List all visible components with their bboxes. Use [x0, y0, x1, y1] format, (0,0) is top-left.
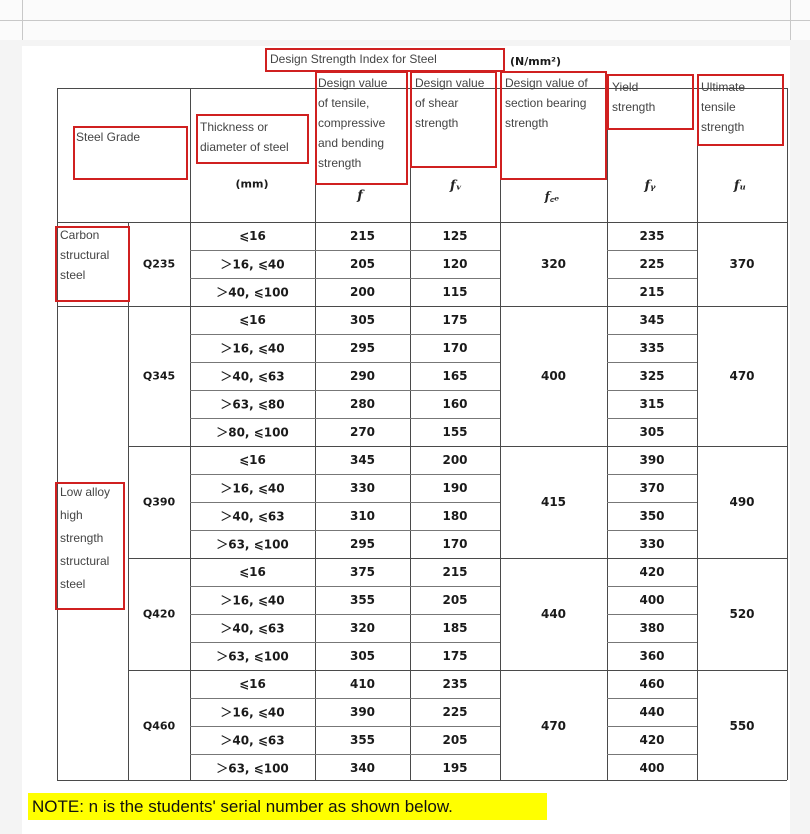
- cell-thickness: ＞40, ⩽100: [216, 285, 289, 300]
- header-unit: (N/mm²): [510, 55, 562, 68]
- cell-f: 290: [349, 369, 376, 383]
- annotation-box-col-f: [315, 71, 408, 185]
- cell-f: 355: [349, 593, 376, 607]
- header-col-f-1: of tensile,: [318, 96, 370, 110]
- cell-fv: 195: [442, 761, 468, 775]
- cell-fce: 400: [540, 369, 567, 383]
- cell-thickness: ＞80, ⩽100: [216, 425, 289, 440]
- cell-fv: 155: [442, 425, 468, 439]
- grade-name: Q345: [142, 369, 176, 383]
- cell-fce: 415: [540, 495, 567, 509]
- row-divider-fy: [607, 362, 697, 363]
- cell-thickness: ⩽16: [239, 229, 266, 243]
- row-divider-fy: [607, 278, 697, 279]
- row-divider-fy: [607, 530, 697, 531]
- cell-fce: 320: [540, 257, 567, 271]
- row-divider-fy: [607, 726, 697, 727]
- cell-f: 215: [349, 229, 376, 243]
- cell-fv: 175: [442, 313, 468, 327]
- grade-name: Q420: [142, 607, 176, 621]
- header-col-fce-2: strength: [505, 116, 549, 130]
- header-col-f-3: and bending: [318, 136, 385, 150]
- cell-fu: 470: [729, 369, 755, 383]
- left-rule: [22, 0, 23, 40]
- row-divider: [190, 278, 500, 279]
- row-divider-fy: [607, 334, 697, 335]
- row-divider-fy: [607, 698, 697, 699]
- cell-fy: 330: [639, 537, 665, 551]
- cell-thickness: ＞16, ⩽40: [220, 593, 285, 608]
- cell-fu: 490: [729, 495, 755, 509]
- column-line-i: [787, 88, 788, 780]
- cell-fce: 440: [540, 607, 567, 621]
- category-low-alloy-1: high: [60, 508, 83, 522]
- cell-f: 295: [349, 341, 376, 355]
- row-divider: [190, 250, 500, 251]
- cell-fv: 185: [442, 621, 468, 635]
- symbol-fu: fᵤ: [733, 178, 747, 194]
- header-col-fce-0: Design value of: [505, 76, 588, 90]
- cell-fy: 360: [639, 649, 665, 663]
- cell-thickness: ⩽16: [239, 313, 266, 327]
- column-line-a: [57, 88, 58, 780]
- cell-thickness: ＞63, ⩽100: [216, 537, 289, 552]
- header-thickness-2: diameter of steel: [200, 140, 289, 154]
- header-col-fv-1: of shear: [415, 96, 459, 110]
- cell-fy: 345: [639, 313, 665, 327]
- row-divider: [190, 530, 500, 531]
- cell-fv: 175: [442, 649, 468, 663]
- row-divider: [190, 586, 500, 587]
- symbol-f: f: [357, 188, 363, 204]
- cell-fy: 420: [639, 733, 665, 747]
- header-title: Design Strength Index for Steel: [270, 52, 437, 66]
- cell-fv: 180: [442, 509, 468, 523]
- row-divider: [190, 754, 500, 755]
- note-text: NOTE: n is the students' serial number as shown below.: [28, 793, 547, 820]
- cell-fce: 470: [540, 719, 567, 733]
- annotation-box-title: [265, 48, 505, 72]
- cell-fy: 440: [639, 705, 665, 719]
- header-col-fy-0: Yield: [612, 80, 639, 94]
- column-line-f: [500, 88, 501, 780]
- cell-f: 305: [349, 313, 376, 327]
- annotation-box-col-fy: [607, 74, 694, 130]
- annotation-box-col-fv: [410, 71, 497, 168]
- cell-fy: 350: [639, 509, 665, 523]
- row-divider-fy: [607, 502, 697, 503]
- cell-fy: 215: [639, 285, 665, 299]
- cell-f: 310: [349, 509, 376, 523]
- cell-fy: 390: [639, 453, 665, 467]
- cell-fv: 215: [442, 565, 468, 579]
- row-divider: [190, 502, 500, 503]
- cell-fv: 205: [442, 593, 468, 607]
- cell-thickness: ＞63, ⩽100: [216, 649, 289, 664]
- row-divider-fy: [607, 418, 697, 419]
- row-divider-fy: [607, 754, 697, 755]
- cell-fy: 400: [639, 761, 665, 775]
- row-divider-fy: [607, 474, 697, 475]
- row-divider: [190, 418, 500, 419]
- annotation-box-thickness: [196, 114, 309, 164]
- header-col-fv-0: Design value: [415, 76, 485, 90]
- grade-divider: [128, 446, 787, 447]
- cell-fy: 335: [639, 341, 665, 355]
- category-carbon-2: steel: [60, 268, 86, 282]
- cell-thickness: ＞40, ⩽63: [220, 621, 285, 636]
- cell-f: 200: [349, 285, 376, 299]
- cell-thickness: ⩽16: [239, 565, 266, 579]
- cell-fy: 380: [639, 621, 665, 635]
- cell-fv: 160: [442, 397, 468, 411]
- cell-f: 345: [349, 453, 376, 467]
- row-divider-fy: [607, 614, 697, 615]
- annotation-box-steel-grade: [73, 126, 188, 180]
- header-thickness-unit: (mm): [235, 177, 269, 191]
- cell-fv: 205: [442, 733, 468, 747]
- row-divider: [190, 698, 500, 699]
- cell-thickness: ＞40, ⩽63: [220, 369, 285, 384]
- row-divider: [190, 726, 500, 727]
- symbol-fce: f꜀ₑ: [544, 189, 560, 204]
- row-divider: [190, 334, 500, 335]
- cell-thickness: ＞40, ⩽63: [220, 509, 285, 524]
- header-col-fu-0: Ultimate: [701, 80, 746, 94]
- cell-f: 320: [349, 621, 376, 635]
- table-bottom-border: [57, 780, 787, 781]
- cell-fy: 420: [639, 565, 665, 579]
- cell-fy: 370: [639, 481, 665, 495]
- symbol-fy: fᵧ: [644, 178, 656, 194]
- cell-f: 295: [349, 537, 376, 551]
- cell-thickness: ＞63, ⩽80: [220, 397, 285, 412]
- column-line-g: [607, 88, 608, 780]
- column-line-d: [315, 88, 316, 780]
- row-divider: [190, 642, 500, 643]
- cell-thickness: ＞63, ⩽100: [216, 761, 289, 776]
- cell-fy: 315: [639, 397, 665, 411]
- cell-fu: 370: [729, 257, 755, 271]
- header-col-f-4: strength: [318, 156, 362, 170]
- header-col-fce-1: section bearing: [505, 96, 587, 110]
- cell-f: 205: [349, 257, 376, 271]
- cell-fv: 170: [442, 537, 468, 551]
- cell-thickness: ＞16, ⩽40: [220, 481, 285, 496]
- column-line-c: [190, 88, 191, 780]
- category-low-alloy-0: Low alloy: [60, 485, 111, 499]
- cell-fu: 520: [729, 607, 755, 621]
- cell-f: 280: [349, 397, 376, 411]
- annotation-box-col-fce: [500, 71, 607, 180]
- cell-fv: 115: [442, 285, 468, 299]
- header-steel-grade: Steel Grade: [76, 130, 141, 144]
- column-line-h: [697, 88, 698, 780]
- header-bottom-border: [57, 222, 787, 223]
- cell-f: 355: [349, 733, 376, 747]
- cell-thickness: ＞40, ⩽63: [220, 733, 285, 748]
- header-col-f-0: Design value: [318, 76, 388, 90]
- header-col-fu-1: tensile: [701, 100, 736, 114]
- cell-thickness: ＞16, ⩽40: [220, 341, 285, 356]
- cell-fy: 460: [639, 677, 665, 691]
- cell-fy: 325: [639, 369, 665, 383]
- grade-name: Q235: [142, 257, 176, 271]
- cell-fv: 200: [442, 453, 468, 467]
- cell-f: 330: [349, 481, 376, 495]
- cell-thickness: ＞16, ⩽40: [220, 705, 285, 720]
- cell-f: 390: [349, 705, 376, 719]
- top-rule: [0, 20, 810, 21]
- header-col-fy-1: strength: [612, 100, 656, 114]
- cell-fu: 550: [729, 719, 755, 733]
- cell-f: 410: [349, 677, 376, 691]
- grade-name: Q390: [142, 495, 176, 509]
- cell-fv: 120: [442, 257, 468, 271]
- grade-name: Q460: [142, 719, 176, 733]
- header-col-fu-2: strength: [701, 120, 745, 134]
- symbol-fv: fᵥ: [450, 178, 462, 194]
- row-divider: [190, 390, 500, 391]
- header-thickness-1: Thickness or: [200, 120, 269, 134]
- grade-divider: [128, 558, 787, 559]
- annotation-box-col-fu: [697, 74, 784, 146]
- cell-f: 340: [349, 761, 376, 775]
- cell-f: 375: [349, 565, 376, 579]
- row-divider-fy: [607, 250, 697, 251]
- category-low-alloy-3: structural: [60, 554, 110, 568]
- category-carbon-0: Carbon: [60, 228, 100, 242]
- cell-fy: 400: [639, 593, 665, 607]
- header-col-fv-2: strength: [415, 116, 459, 130]
- category-low-alloy-4: steel: [60, 577, 86, 591]
- column-line-e: [410, 88, 411, 780]
- cell-fv: 165: [442, 369, 468, 383]
- row-divider-fy: [607, 642, 697, 643]
- cell-fy: 225: [639, 257, 665, 271]
- cell-f: 305: [349, 649, 376, 663]
- category-carbon-1: structural: [60, 248, 110, 262]
- cell-thickness: ⩽16: [239, 677, 266, 691]
- header-col-f-2: compressive: [318, 116, 386, 130]
- cell-f: 270: [349, 425, 376, 439]
- cell-fy: 305: [639, 425, 665, 439]
- cell-fv: 235: [442, 677, 468, 691]
- right-rule: [790, 0, 791, 40]
- grade-divider: [57, 306, 787, 307]
- row-divider: [190, 474, 500, 475]
- cell-fv: 125: [442, 229, 468, 243]
- row-divider: [190, 614, 500, 615]
- cell-fv: 170: [442, 341, 468, 355]
- cell-thickness: ＞16, ⩽40: [220, 257, 285, 272]
- row-divider: [190, 362, 500, 363]
- grade-divider: [128, 670, 787, 671]
- cell-thickness: ⩽16: [239, 453, 266, 467]
- row-divider-fy: [607, 390, 697, 391]
- cell-fy: 235: [639, 229, 665, 243]
- row-divider-fy: [607, 586, 697, 587]
- cell-fv: 190: [442, 481, 468, 495]
- cell-fv: 225: [442, 705, 468, 719]
- category-low-alloy-2: strength: [60, 531, 104, 545]
